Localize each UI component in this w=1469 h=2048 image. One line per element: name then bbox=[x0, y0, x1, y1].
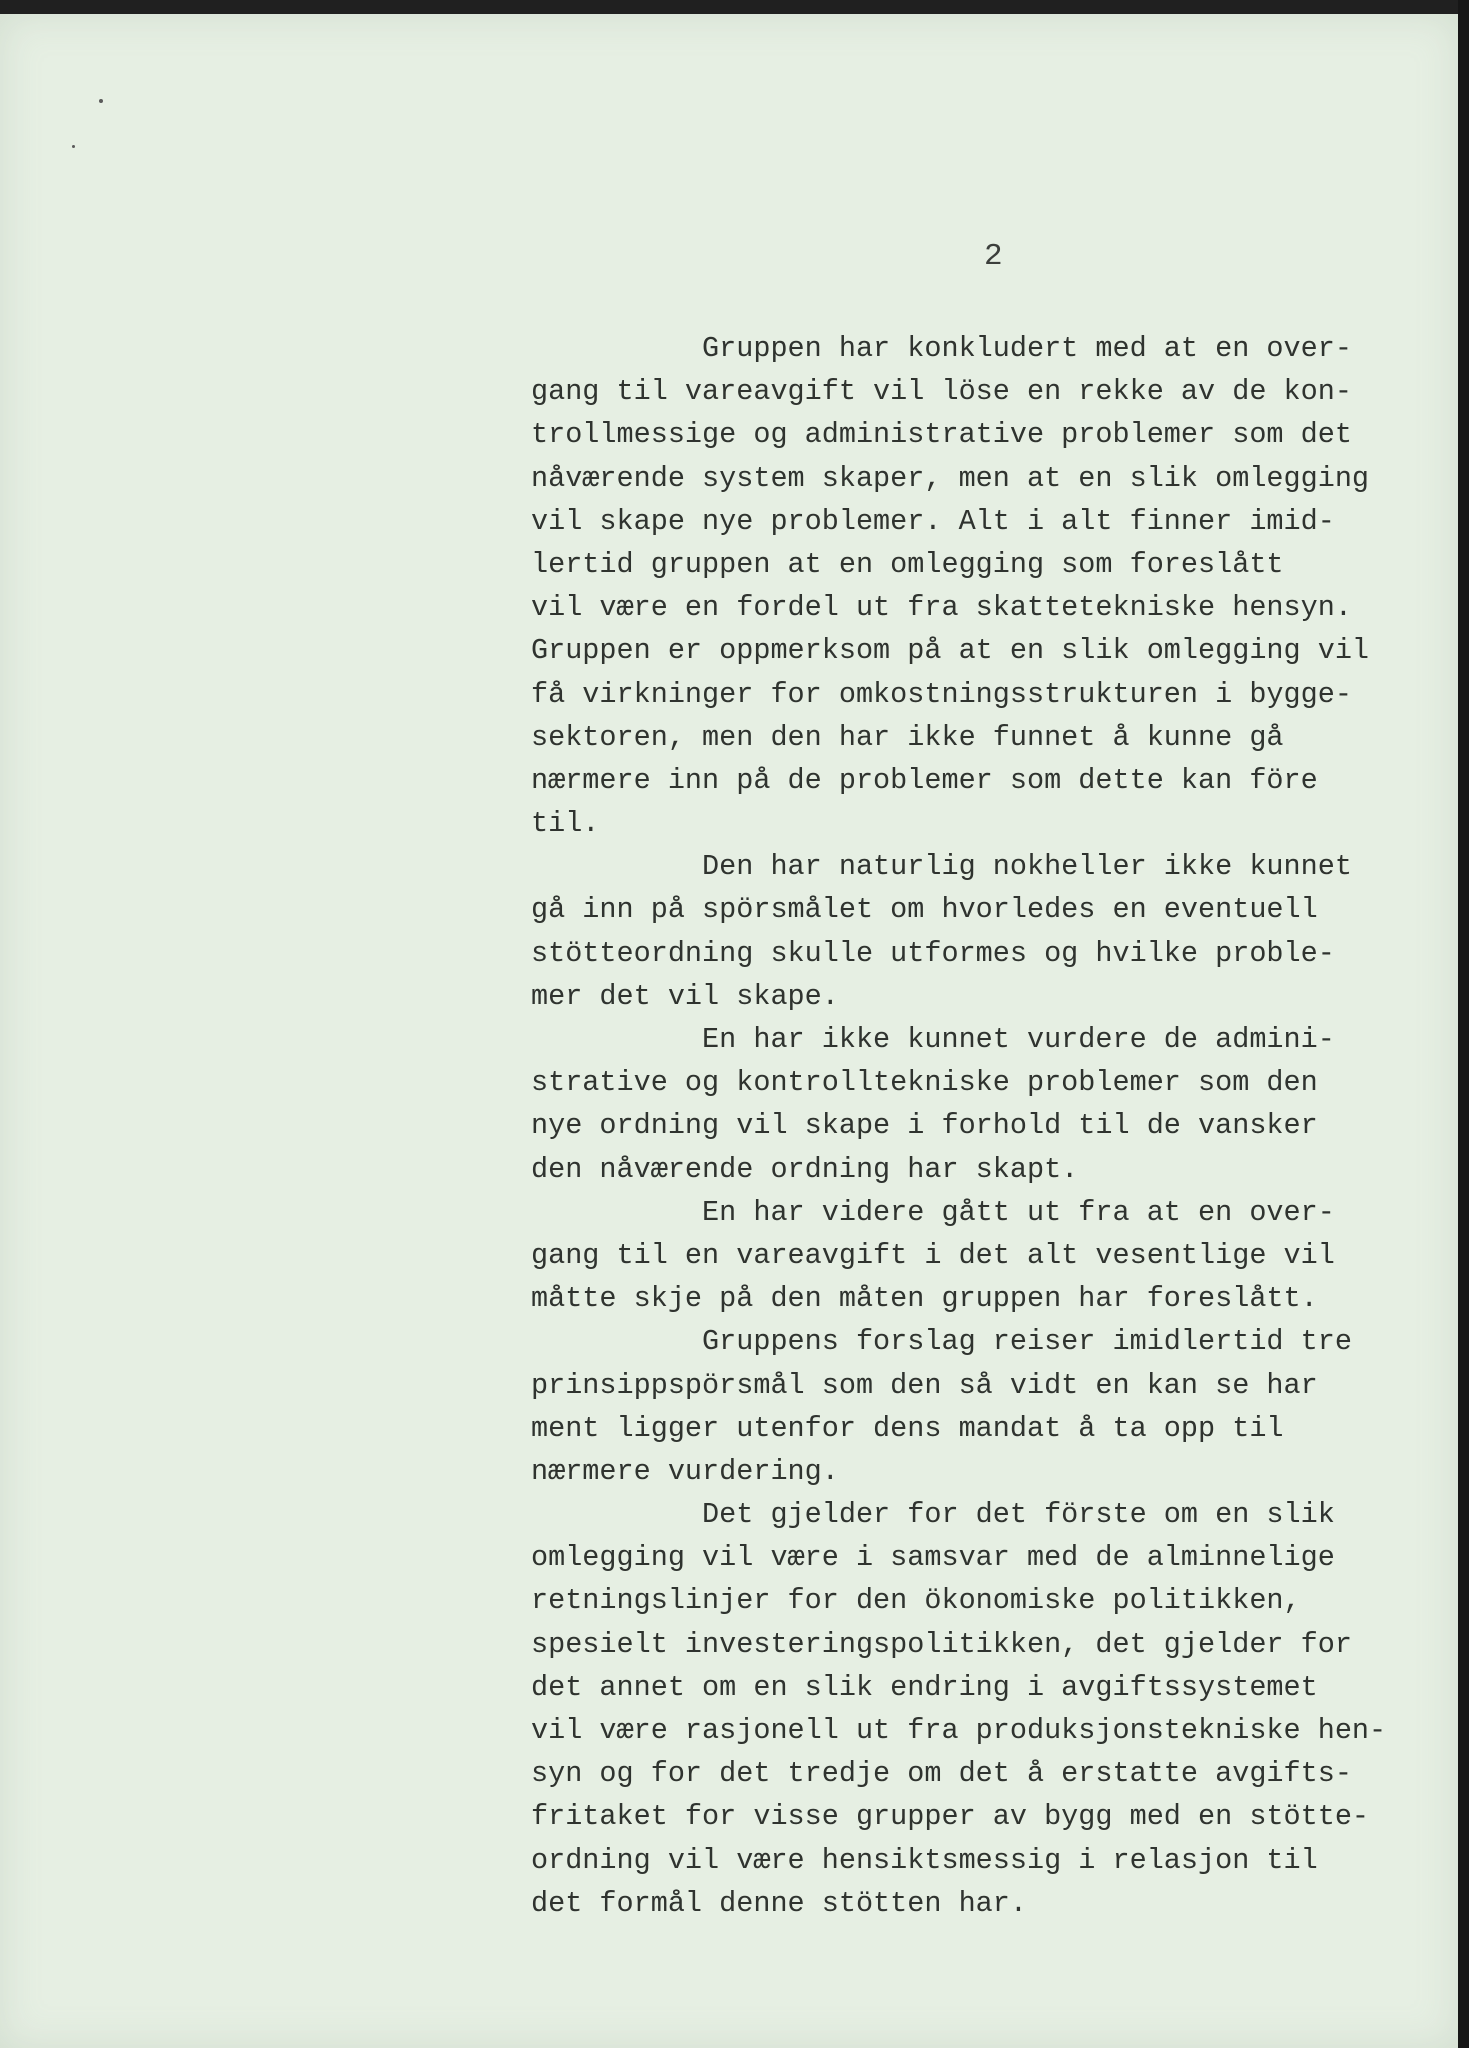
text-line: stötteordning skulle utformes og hvilke proble- bbox=[531, 936, 1335, 970]
text-line: til. bbox=[531, 807, 600, 841]
text-line: gang til vareavgift vil löse en rekke av de kon- bbox=[531, 375, 1352, 409]
text-line: få virkninger for omkostningsstrukturen i bygge- bbox=[531, 677, 1352, 711]
text-line: sektoren, men den har ikke funnet å kunne gå bbox=[531, 720, 1284, 754]
text-line: trollmessige og administrative problemer som det bbox=[531, 418, 1352, 452]
document-page bbox=[0, 14, 1458, 2048]
text-line: ment ligger utenfor dens mandat å ta opp til bbox=[531, 1411, 1284, 1445]
paper-speck bbox=[72, 145, 75, 148]
text-line: gå inn på spörsmålet om hvorledes en eventuell bbox=[531, 893, 1318, 927]
text-line: strative og kontrolltekniske problemer som den bbox=[531, 1066, 1318, 1100]
body-text bbox=[531, 327, 1391, 1925]
text-line: vil være en fordel ut fra skattetekniske hensyn. bbox=[531, 591, 1352, 625]
text-line: den nåværende ordning har skapt. bbox=[531, 1152, 1079, 1186]
text-line: nye ordning vil skape i forhold til de vansker bbox=[531, 1109, 1318, 1143]
text-line: Det gjelder for det förste om en slik bbox=[531, 1498, 1335, 1532]
paper-speck bbox=[99, 99, 103, 103]
text-line: ordning vil være hensiktsmessig i relasjon til bbox=[531, 1843, 1318, 1877]
text-line: vil være rasjonell ut fra produksjonstekniske hen- bbox=[531, 1714, 1387, 1747]
text-line: fritaket for visse grupper av bygg med en stötte- bbox=[531, 1800, 1370, 1834]
text-line: Gruppen har konkludert med at en over- bbox=[531, 332, 1352, 365]
text-line: retningslinjer for den ökonomiske politikken, bbox=[531, 1584, 1301, 1618]
text-line: gang til en vareavgift i det alt vesentlige vil bbox=[531, 1238, 1335, 1272]
paragraph bbox=[531, 1018, 1391, 1191]
text-line: nærmere inn på de problemer som dette kan före bbox=[531, 763, 1318, 797]
text-line: nærmere vurdering. bbox=[531, 1454, 839, 1488]
paragraph bbox=[531, 845, 1391, 1018]
text-line: lertid gruppen at en omlegging som foreslått bbox=[531, 547, 1284, 581]
text-line: En har videre gått ut fra at en over- bbox=[531, 1195, 1335, 1229]
page-number: 2 bbox=[984, 239, 1003, 274]
text-line: måtte skje på den måten gruppen har foreslått. bbox=[531, 1282, 1318, 1316]
scan-right-edge bbox=[1458, 0, 1469, 2048]
text-line: vil skape nye problemer. Alt i alt finner imid- bbox=[531, 504, 1335, 538]
text-line: nåværende system skaper, men at en slik omlegging bbox=[531, 461, 1370, 495]
text-line: Den har naturlig nokheller ikke kunnet bbox=[531, 850, 1352, 884]
text-line: Gruppen er oppmerksom på at en slik omlegging vil bbox=[531, 634, 1370, 668]
text-line: det annet om en slik endring i avgiftssystemet bbox=[531, 1670, 1318, 1704]
text-line: omlegging vil være i samsvar med de alminnelige bbox=[531, 1541, 1335, 1575]
text-line: mer det vil skape. bbox=[531, 979, 839, 1013]
text-line: Gruppens forslag reiser imidlertid tre bbox=[531, 1325, 1352, 1359]
paragraph bbox=[531, 1320, 1391, 1493]
text-line: syn og for det tredje om det å erstatte avgifts- bbox=[531, 1757, 1352, 1791]
paragraph bbox=[531, 327, 1391, 845]
scan-top-edge bbox=[0, 0, 1469, 14]
text-line: prinsippspörsmål som den så vidt en kan se har bbox=[531, 1368, 1318, 1402]
text-line: det formål denne stötten har. bbox=[531, 1886, 1027, 1920]
text-line: spesielt investeringspolitikken, det gjelder for bbox=[531, 1627, 1352, 1661]
text-line: En har ikke kunnet vurdere de admini- bbox=[531, 1023, 1335, 1056]
paragraph bbox=[531, 1191, 1391, 1321]
paragraph bbox=[531, 1493, 1391, 1925]
